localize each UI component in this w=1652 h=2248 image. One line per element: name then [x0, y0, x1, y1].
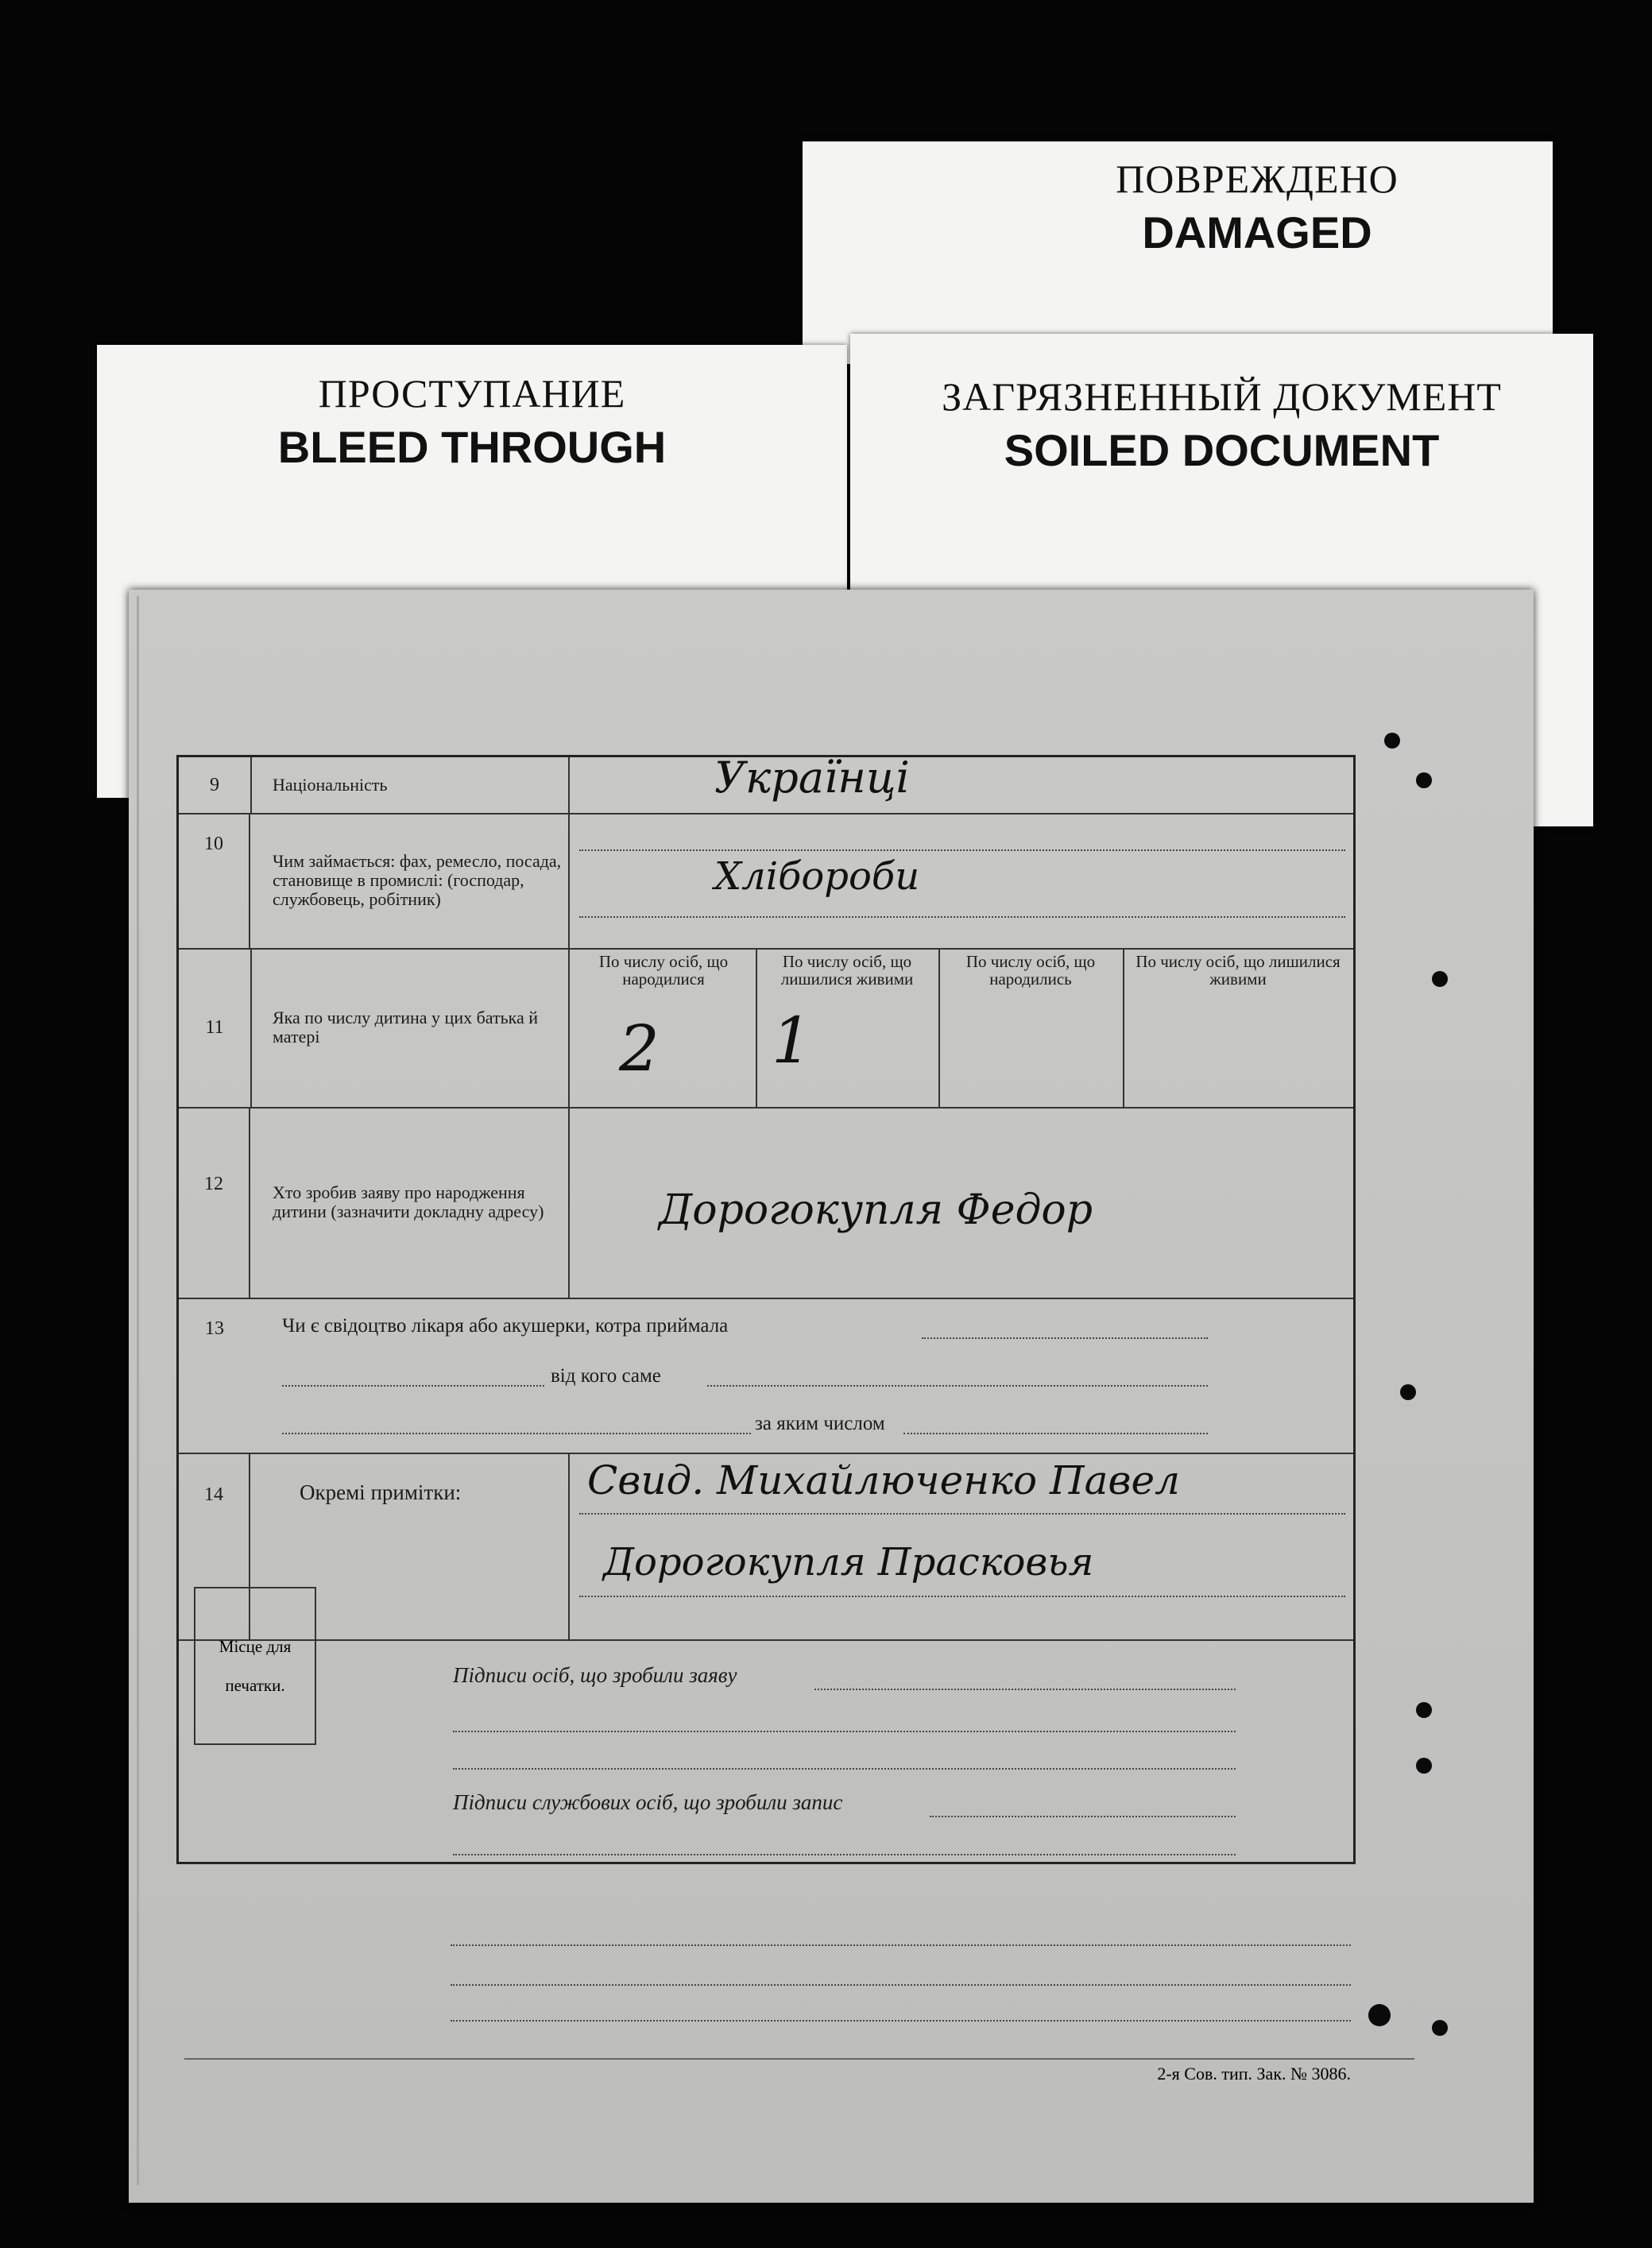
binding-hole — [1368, 2004, 1391, 2026]
row-value-area — [571, 1453, 1353, 1639]
row-value-area — [571, 948, 1353, 1107]
living-count-col-2 — [1123, 948, 1353, 1107]
dotted-line — [707, 1385, 1208, 1387]
dotted-line — [930, 1816, 1236, 1817]
dotted-line — [451, 2020, 1351, 2022]
row-number: 9 — [179, 757, 252, 813]
row-value-area — [571, 813, 1353, 948]
doctor-certificate-question: Чи є свідоцтво лікаря або акушерки, котра приймала — [282, 1315, 729, 1337]
dotted-line — [453, 1768, 1236, 1770]
official-signatures-label: Підписи службових осіб, що зробили запис — [453, 1790, 843, 1814]
row-value-area — [571, 753, 1353, 813]
handwritten-born-count: 2 — [619, 1012, 660, 1085]
handwritten-living-count: 1 — [772, 1004, 812, 1078]
bleed-card-ru: ПРОСТУПАНИЕ — [318, 371, 626, 416]
row-label: Окремі примітки: — [252, 1453, 570, 1639]
births-count-col-2 — [938, 948, 1124, 1107]
col-header: По числу осіб, що лишилися живими — [1136, 952, 1341, 989]
handwritten-occupation: Хлібороби — [714, 854, 920, 899]
dotted-line — [453, 1854, 1236, 1855]
binding-hole — [1432, 2020, 1448, 2036]
soiled-card-ru: ЗАГРЯЗНЕННЫЙ ДОКУМЕНТ — [942, 374, 1502, 419]
col-header: По числу осіб, що лишилися живими — [780, 952, 914, 989]
binding-hole — [1432, 971, 1448, 987]
form-row-14 — [179, 1453, 1353, 1641]
binding-hole — [1416, 772, 1432, 788]
row-number: 13 — [205, 1318, 224, 1339]
dotted-line — [451, 1944, 1351, 1946]
living-count-col — [756, 948, 940, 1107]
dotted-line — [451, 1984, 1351, 1986]
damaged-card — [803, 141, 1553, 364]
binding-hole — [1384, 733, 1400, 749]
col-header: По числу осіб, що народились — [965, 952, 1096, 989]
signature-section — [179, 1639, 1353, 1862]
row-label: Чим займається: фах, ремесло, посада, становище в промислі: (господар, службовець, робітник) — [252, 813, 570, 948]
row-number: 14 — [179, 1453, 250, 1639]
handwritten-declarant-2: Дорогокупля Прасковья — [603, 1540, 1094, 1584]
row-label: Яка по числу дитина у цих батька й матері — [252, 948, 570, 1107]
dotted-line — [814, 1689, 1236, 1690]
births-count-col — [571, 948, 757, 1107]
row-label: Національність — [252, 757, 570, 813]
form-row-10 — [179, 813, 1353, 950]
from-whom-label: від кого саме — [551, 1365, 661, 1387]
damaged-card-ru: ПОВРЕЖДЕНО — [1116, 157, 1399, 201]
dotted-line — [922, 1337, 1208, 1339]
handwritten-witness: Свид. Михайлюченко Павел — [587, 1457, 1180, 1503]
dotted-line — [282, 1433, 751, 1434]
dotted-line — [579, 916, 1345, 918]
damaged-card-en: DAMAGED — [1142, 207, 1372, 257]
dotted-line — [453, 1731, 1236, 1732]
row-label: Хто зробив заяву про народження дитини (зазначити докладну адресу) — [252, 1107, 570, 1298]
handwritten-nationality: Українці — [714, 753, 910, 803]
dotted-line — [579, 1513, 1345, 1515]
bleed-card-en: BLEED THROUGH — [277, 422, 667, 472]
seal-label-1: Місце для — [219, 1637, 292, 1657]
row-number: 12 — [179, 1107, 250, 1298]
document-sheet — [129, 590, 1534, 2203]
date-label: за яким числом — [755, 1413, 885, 1434]
seal-placeholder-box — [194, 1587, 316, 1745]
dotted-line — [903, 1433, 1208, 1434]
binding-hole — [1416, 1758, 1432, 1774]
row-number: 10 — [179, 813, 250, 948]
binding-hole — [1416, 1702, 1432, 1718]
form-row-12 — [179, 1107, 1353, 1299]
registration-form-table — [176, 755, 1356, 1864]
form-row-13 — [179, 1298, 1353, 1454]
row-value-area — [571, 1107, 1353, 1298]
dotted-line — [579, 849, 1345, 851]
dotted-line — [579, 1596, 1345, 1597]
bottom-rule — [184, 2058, 1414, 2060]
col-header: По числу осіб, що народилися — [598, 952, 729, 989]
handwritten-declarant: Дорогокупля Федор — [659, 1186, 1093, 1234]
seal-label-2: печатки. — [225, 1675, 285, 1695]
printer-imprint: 2-я Сов. тип. Зак. № 3086. — [1157, 2064, 1351, 2084]
declarant-signatures-label: Підписи осіб, що зробили заяву — [453, 1663, 737, 1687]
form-row-11 — [179, 948, 1353, 1109]
row-number: 11 — [179, 948, 252, 1107]
form-row-9 — [179, 753, 1353, 814]
dotted-line — [282, 1385, 544, 1387]
binding-hole — [1400, 1384, 1416, 1400]
soiled-card-en: SOILED DOCUMENT — [1004, 425, 1440, 475]
